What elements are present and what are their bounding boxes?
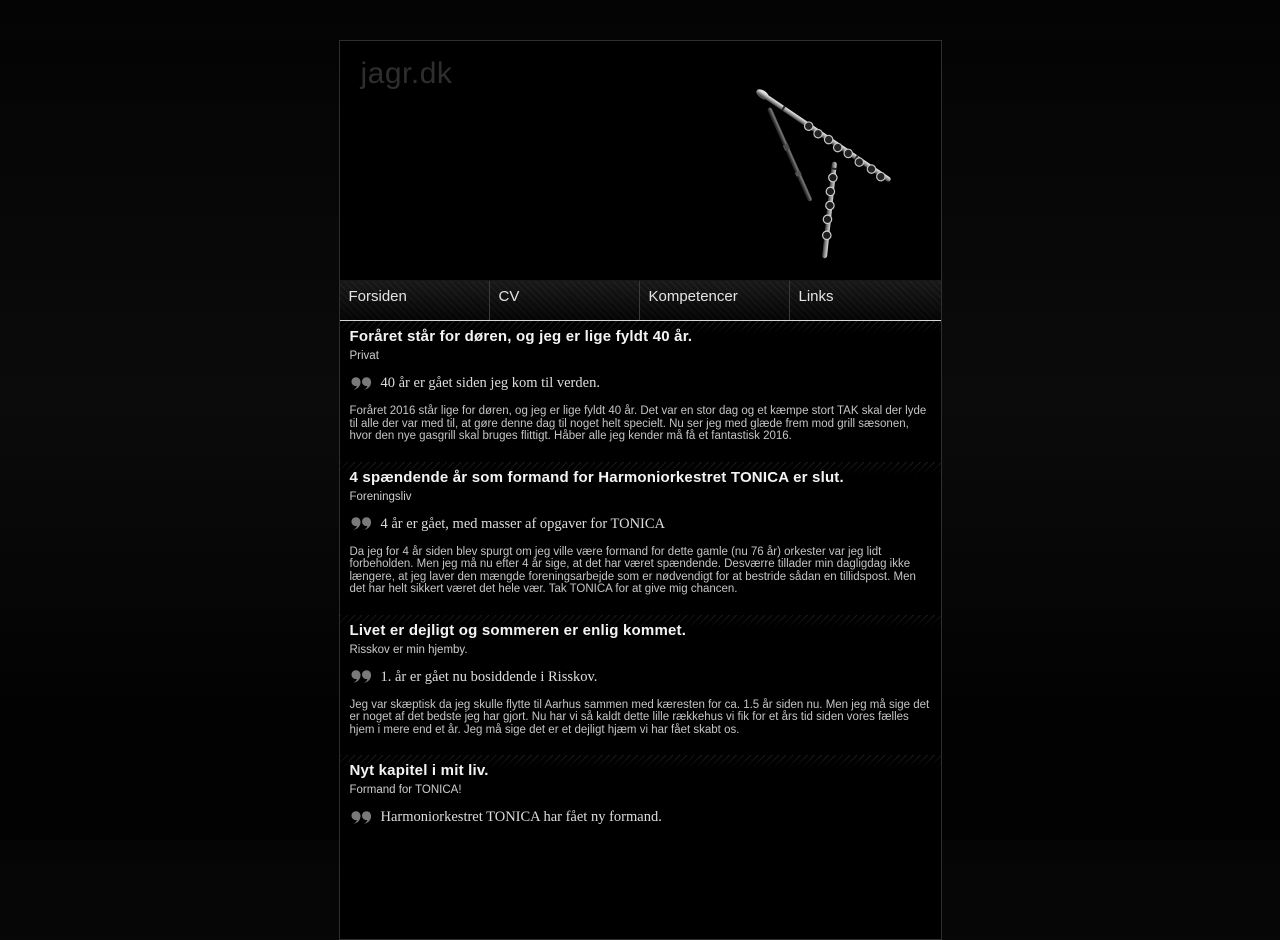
posts-list [340,321,941,839]
post-category: Formand for TONICA! [349,784,462,796]
post-title: 4 spændende år som formand for Harmoniorkestret TONICA er slut. [349,468,844,486]
quote-icon [351,670,372,684]
post-body: Da jeg for 4 år siden blev spurgt om jeg ville være formand for dette gamle (nu 76 år) orkester var jeg lidt forbeholden. Men jeg må nu efter 4 år sige, at det har været spændende. Desværre tillader min dagligdag ikke længere, at jeg laver den mængde foreningsarbejde som er nødvendigt for at bestride sådan en tillidspost. Men det har helt sikkert været det hele vær. Tak TONICA for at give mig chancen. [349,545,916,595]
post-category: Privat [349,350,379,362]
quote-icon [351,811,372,825]
post-item [340,321,941,456]
page-container [339,40,942,940]
nav-item-links[interactable]: Links [798,288,834,305]
post-quote [351,809,931,826]
nav-item-forsiden[interactable]: Forsiden [340,281,490,320]
site-logo[interactable]: jagr.dk [360,57,453,90]
post-title: Livet er dejligt og sommeren er enlig kommet. [349,621,687,639]
post-quote-text: 4 år er gået, med masser af opgaver for TONICA [380,515,666,532]
post-quote-text: Harmoniorkestret TONICA har fået ny formand. [380,809,662,825]
post-category: Risskov er min hjemby. [349,643,468,656]
post-title: Nyt kapitel i mit liv. [349,762,489,779]
post-item [340,462,941,609]
nav-item-kompetencer[interactable]: Kompetencer [640,281,790,320]
post-item [340,615,941,750]
post-body: Jeg var skæptisk da jeg skulle flytte til Aarhus sammen med kæresten for ca. 1.5 år siden nu. Men jeg må sige det er noget af det bedste jeg har gjort. Nu har vi så kaldt dette lille rækkehus vi fik for et års tid siden vores fælles hjem i mere end et år. Jeg må sige det er et dejligt hjæm vi har fået skabt os. [349,698,930,736]
quote-icon [351,517,372,531]
flutes-photo-icon [737,77,925,259]
site-header [340,41,941,280]
post-quote-text: 1. år er gået nu bosiddende i Risskov. [380,668,598,685]
post-quote [351,375,931,392]
post-quote-text: 40 år er gået siden jeg kom til verden. [380,375,600,391]
post-title: Foråret står for døren, og jeg er lige fyldt 40 år. [349,328,693,345]
main-nav [340,280,941,321]
nav-item-cv[interactable]: CV [490,281,640,320]
post-quote [351,669,931,686]
post-item [340,755,941,839]
post-category: Foreningsliv [349,490,412,503]
quote-icon [351,377,372,391]
post-quote [351,516,931,533]
post-body: Foråret 2016 står lige for døren, og jeg er lige fyldt 40 år. Det var en stor dag og et kæmpe stort TAK skal der lyde til alle der var med til, at gøre denne dag til noget helt specielt. Nu ser jeg med glæde frem mod grill sæsonen, hvor den nye gasgrill skal bruges flittigt. Håber alle jeg kender må få et fantastisk 2016. [349,405,927,442]
